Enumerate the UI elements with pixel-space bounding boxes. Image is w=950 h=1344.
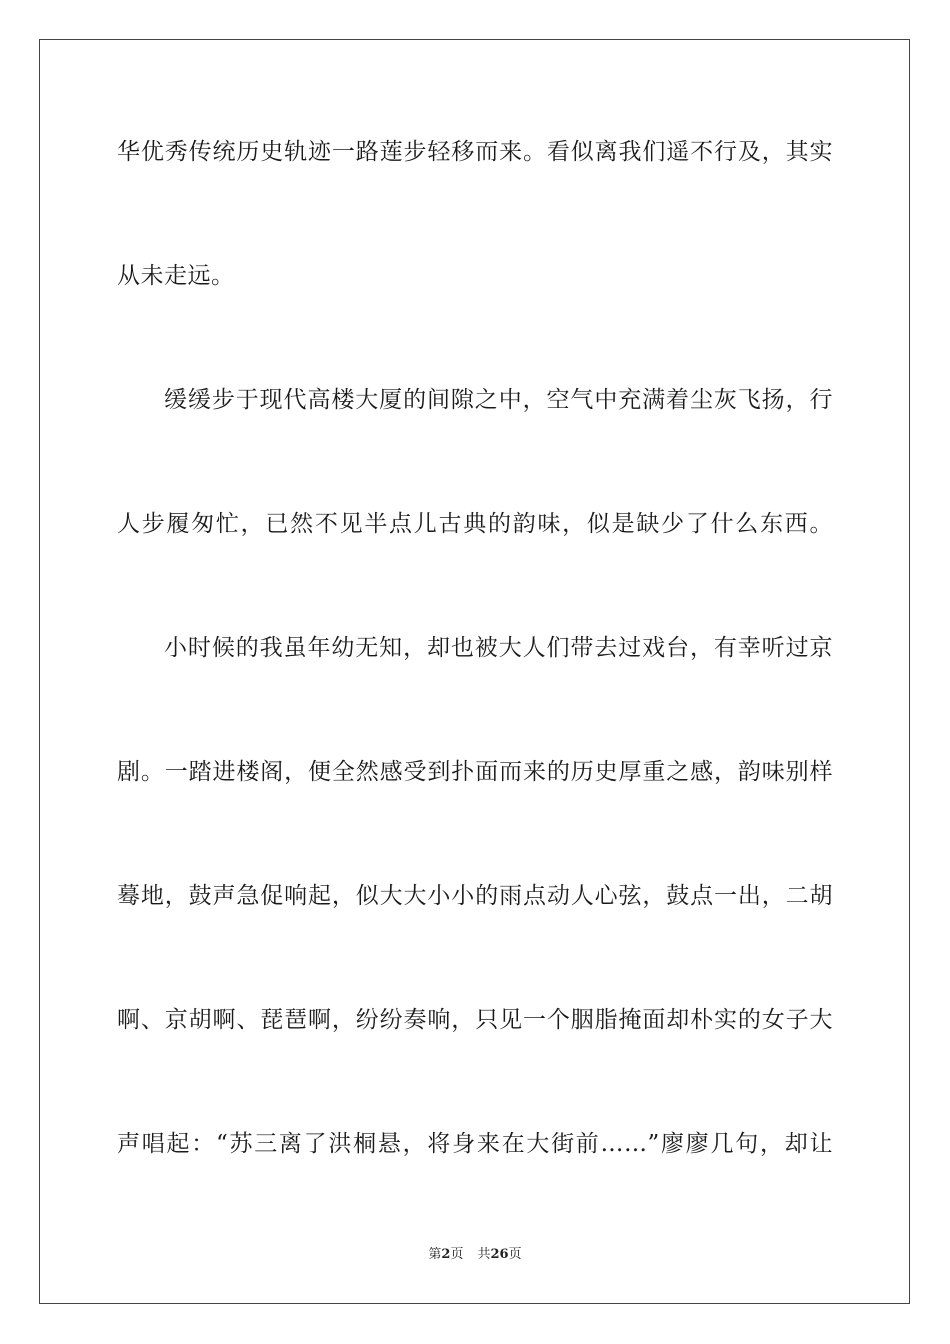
text-line-1: 华优秀传统历史轨迹一路莲步轻移而来。看似离我们遥不行及，其实 (117, 139, 833, 165)
total-suffix: 页 (508, 1247, 522, 1262)
page-footer (0, 1246, 950, 1264)
page-prefix: 第 (428, 1247, 442, 1262)
text-line-4: 人步履匆忙，已然不见半点儿古典的韵味，似是缺少了什么东西。 (117, 511, 833, 537)
page-suffix: 页 (450, 1247, 464, 1262)
text-line-7: 蓦地，鼓声急促响起，似大大小小的雨点动人心弦，鼓点一出，二胡 (117, 883, 833, 909)
text-line-8: 啊、京胡啊、琵琶啊，纷纷奏响，只见一个胭脂掩面却朴实的女子大 (117, 1007, 833, 1033)
total-pages: 26 (490, 1247, 509, 1262)
text-line-5: 小时候的我虽年幼无知，却也被大人们带去过戏台，有幸听过京 (164, 635, 833, 661)
page-border (39, 39, 910, 1304)
page-number: 2 (441, 1247, 451, 1262)
text-line-9: 声唱起：“苏三离了洪桐悬，将身来在大街前……”廖廖几句，却让 (117, 1131, 833, 1157)
text-line-3: 缓缓步于现代高楼大厦的间隙之中，空气中充满着尘灰飞扬，行 (164, 387, 833, 413)
text-line-2: 从未走远。 (117, 263, 235, 289)
total-prefix: 共 (477, 1247, 491, 1262)
text-line-6: 剧。一踏进楼阁，便全然感受到扑面而来的历史厚重之感，韵味别样 (117, 759, 833, 785)
